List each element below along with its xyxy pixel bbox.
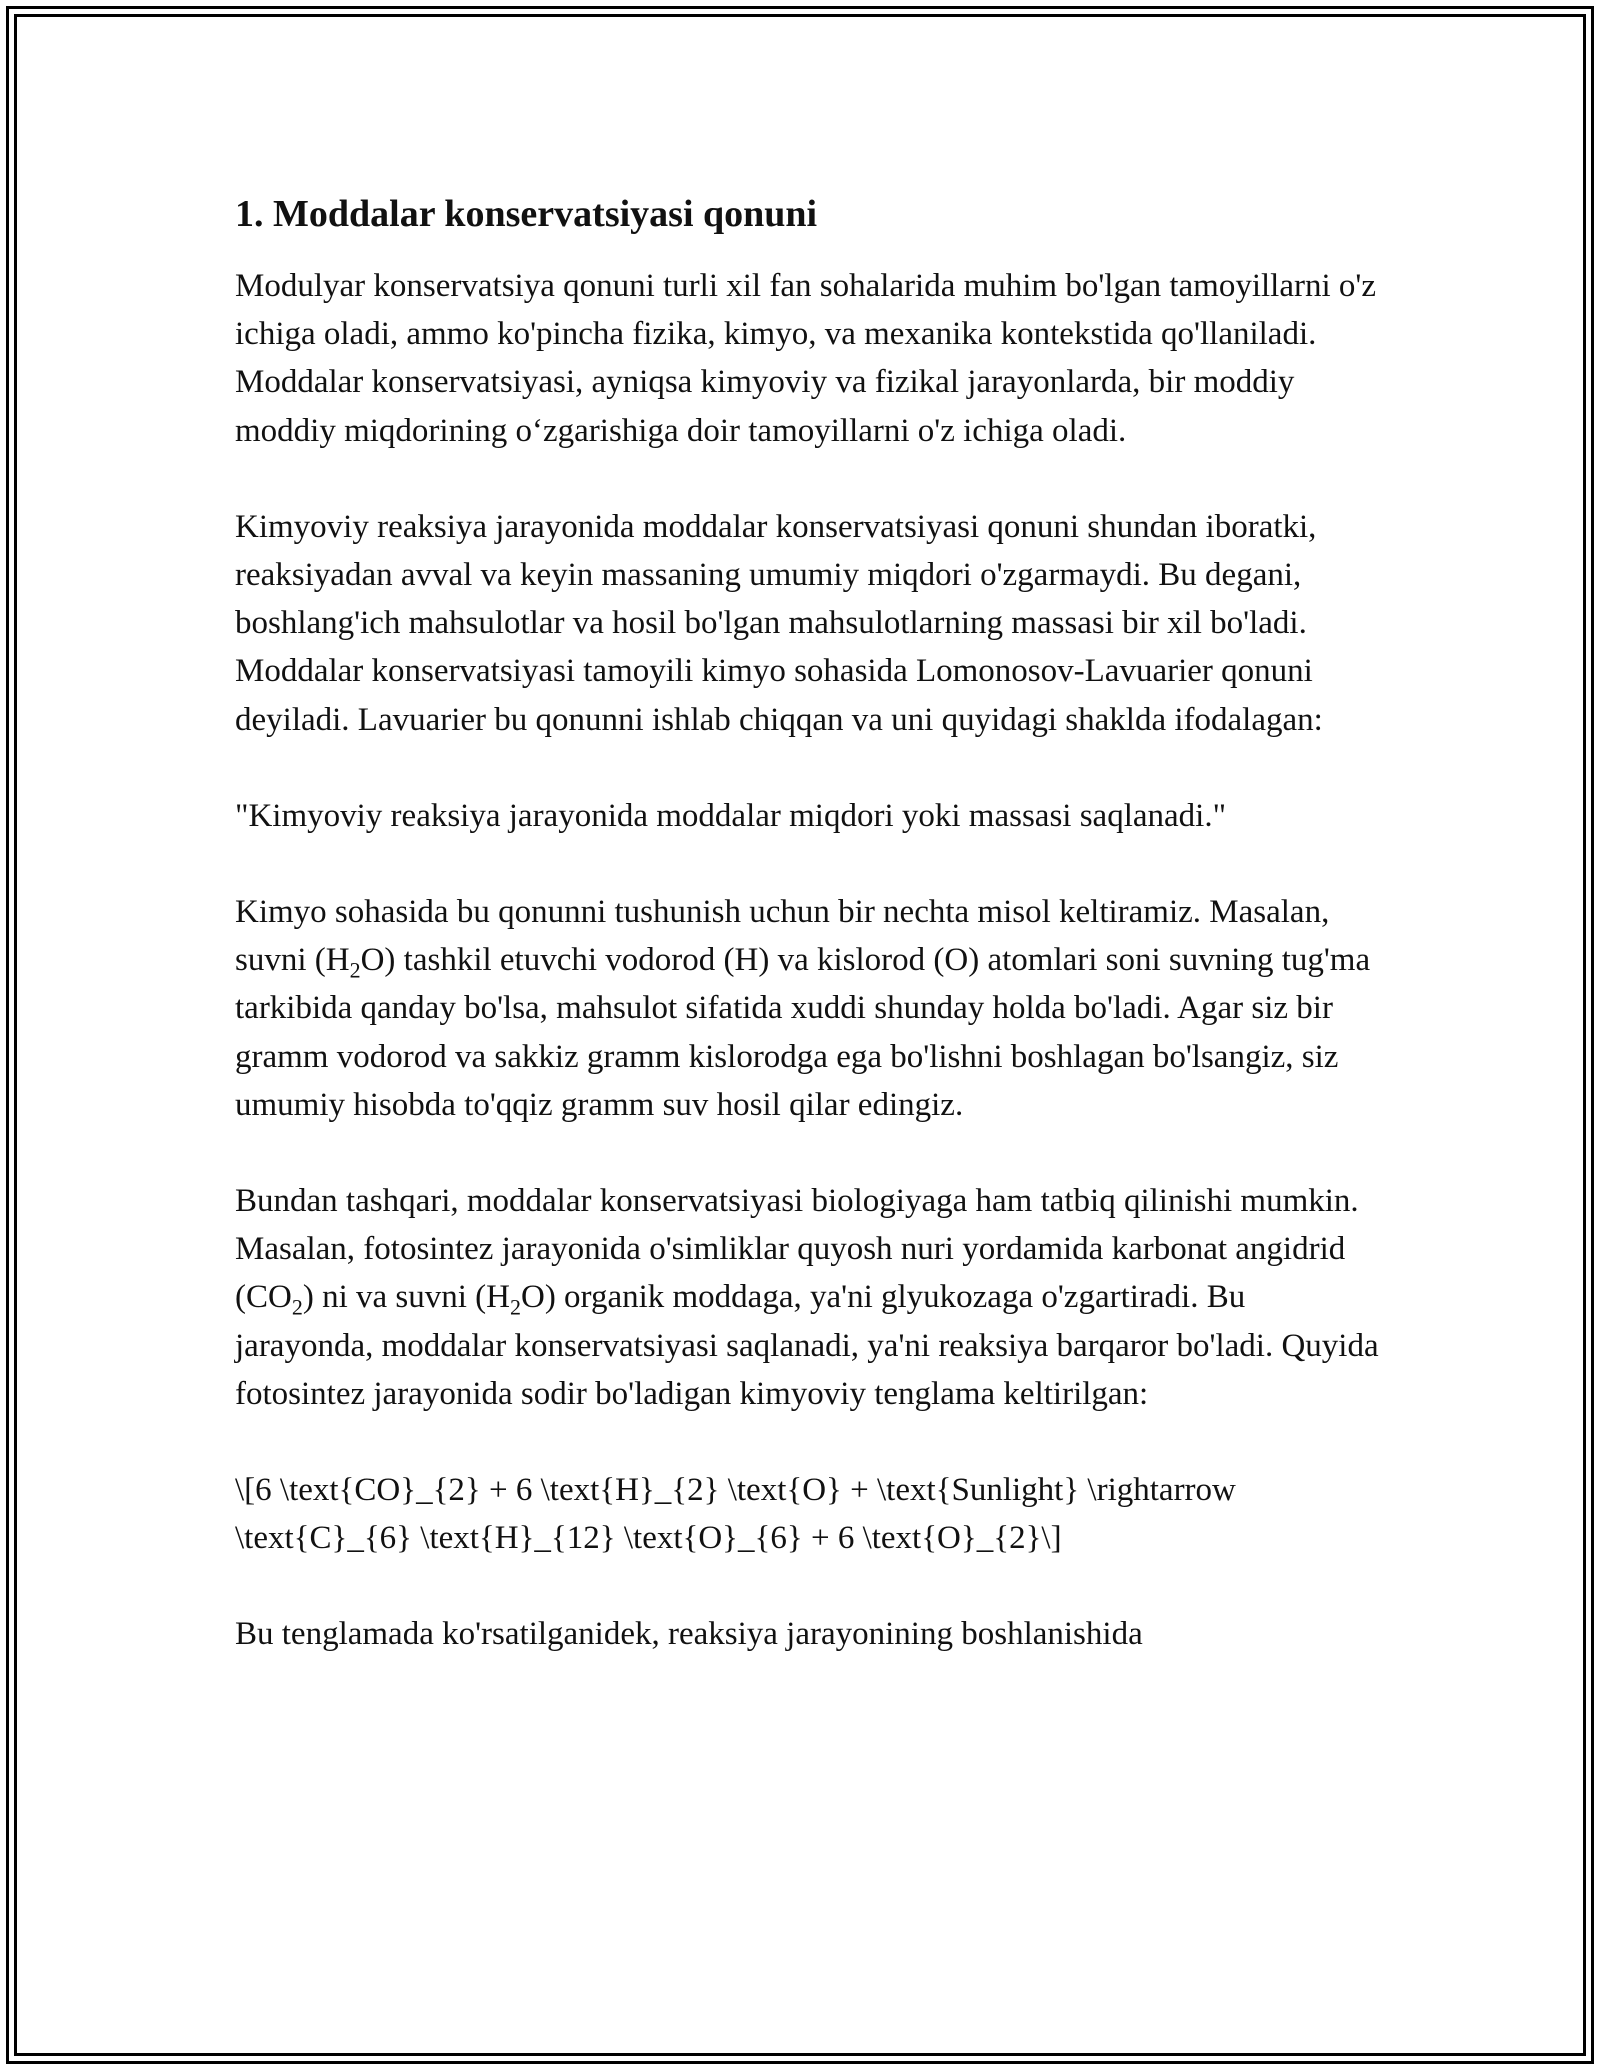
text-segment: O) tashkil etuvchi vodorod (H) va kislorod (O) atomlari soni suvning tug'ma tarkibida qanday bo'lsa, mahsulot sifatida xuddi shunday holda bo'ladi. Agar siz bir gramm vodorod va sakkiz gramm kislorodga ega bo'lishni boshlagan bo'lsangiz, siz umumiy hisobda to'qqiz gramm suv hosil qilar edingiz. — [235, 942, 1371, 1123]
paragraph-water-example — [235, 888, 1385, 1129]
subscript: 2 — [291, 1295, 303, 1321]
paragraph-photosynthesis — [235, 1177, 1385, 1418]
document-body — [235, 188, 1385, 1707]
paragraph-intro: Modulyar konservatsiya qonuni turli xil fan sohalarida muhim bo'lgan tamoyillarni o'z ichiga oladi, ammo ko'pincha fizika, kimyo, va mexanika kontekstida qo'llaniladi. Moddalar konservatsiyasi, ayniqsa kimyoviy va fizikal jarayonlarda, bir moddiy moddiy miqdorining o‘zgarishiga doir tamoyillarni o'z ichiga oladi. — [235, 268, 1376, 449]
paragraph-equation: \[6 \text{CO}_{2} + 6 \text{H}_{2} \text{O} + \text{Sunlight} \rightarrow \text{C}_{6} \text{H}_{12} \text{O}_{6} + 6 \text{O}_{2}\] — [235, 1472, 1236, 1557]
subscript: 2 — [509, 1295, 521, 1321]
subscript: 2 — [349, 957, 361, 983]
paragraph-conclusion: Bu tenglamada ko'rsatilganidek, reaksiya jarayonining boshlanishida — [235, 1616, 1143, 1653]
text-segment: Bundan tashqari, moddalar konservatsiyasi biologiyaga ham tatbiq qilinishi mumkin. Masalan, fotosintez jarayonida o'simliklar quyosh nuri yordamida karbonat angidrid (CO — [235, 1183, 1359, 1316]
text-segment: O) organik moddaga, ya'ni glyukozaga o'zgartiradi. Bu jarayonda, moddalar konservatsiyasi saqlanadi, ya'ni reaksiya barqaror bo'ladi. Quyida fotosintez jarayonida sodir bo'ladigan kimyoviy tenglama keltirilgan: — [235, 1279, 1379, 1412]
paragraph-chemical-reaction: Kimyoviy reaksiya jarayonida moddalar konservatsiyasi qonuni shundan iboratki, reaksiyadan avval va keyin massaning umumiy miqdori o'zgarmaydi. Bu degani, boshlang'ich mahsulotlar va hosil bo'lgan mahsulotlarning massasi bir xil bo'ladi. Moddalar konservatsiyasi tamoyili kimyo sohasida Lomonosov-Lavuarier qonuni deyiladi. Lavuarier bu qonunni ishlab chiqqan va uni quyidagi shakldа ifodalagan: — [235, 508, 1323, 738]
section-heading: 1. Moddalar konservatsiyasi qonuni — [235, 193, 818, 235]
text-segment: Kimyo sohasida bu qonunni tushunish uchun bir nechta misol keltiramiz. Masalan, suvni (H — [235, 894, 1330, 979]
paragraph-quote: "Kimyoviy reaksiya jarayonida moddalar miqdori yoki massasi saqlanadi." — [235, 797, 1227, 834]
text-segment: ) ni va suvni (H — [302, 1279, 510, 1316]
